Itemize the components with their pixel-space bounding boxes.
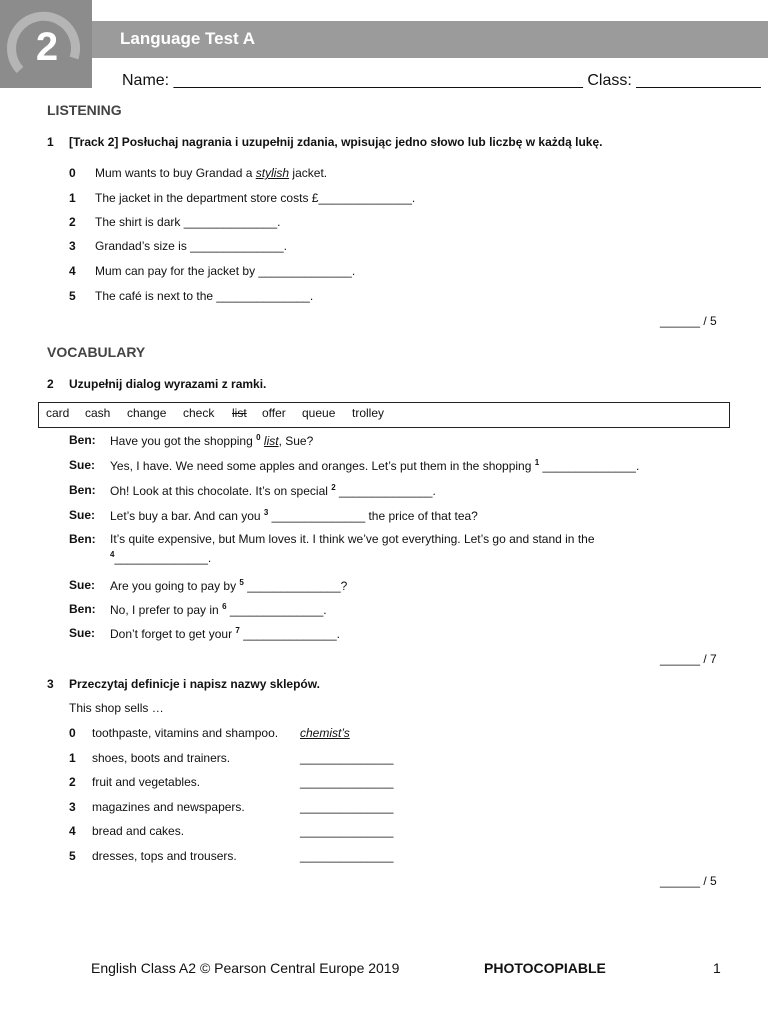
footer-copyright: English Class A2 © Pearson Central Europe 2019	[91, 960, 400, 976]
dialog-line: Ben: Have you got the shopping $^0$ list, Sue?	[69, 433, 314, 448]
word-box-item: check	[183, 406, 215, 420]
word-box-item: offer	[262, 406, 286, 420]
shop-item: 3 magazines and newspapers. ______________	[69, 800, 394, 814]
word-box-item-used: list	[232, 406, 247, 420]
listening-item: 1 The jacket in the department store costs £______________.	[69, 191, 416, 205]
word-box-item: cash	[85, 406, 111, 420]
task-3-score: ______ / 5	[660, 874, 717, 888]
task-3-instruction: 3 Przeczytaj definicje i napisz nazwy sklepów.	[47, 677, 320, 691]
word-box-item: trolley	[352, 406, 385, 420]
task-3-intro: This shop sells …	[69, 701, 164, 715]
listening-heading: LISTENING	[47, 102, 122, 118]
unit-number: 2	[35, 25, 59, 69]
dialog-line: Ben: It’s quite expensive, but Mum loves it. I think we’ve got everything. Let’s go and stand in the $^4$______________.	[69, 532, 595, 565]
title-bar	[92, 21, 768, 58]
page-number: 1	[713, 960, 721, 976]
vocabulary-heading: VOCABULARY	[47, 344, 146, 360]
dialog-line: Sue: Yes, I have. We need some apples and oranges. Let’s put them in the shopping $^1$ ______________.	[69, 458, 640, 473]
listening-score: ______ / 5	[660, 314, 717, 328]
dialog-line: Sue: Are you going to pay by $^5$ ______________?	[69, 578, 348, 593]
task-2-instruction: 2 Uzupełnij dialog wyrazami z ramki.	[47, 377, 267, 391]
unit-ring-icon	[0, 0, 92, 88]
shop-item: 1 shoes, boots and trainers. ______________	[69, 751, 394, 765]
listening-item: 2 The shirt is dark ______________.	[69, 215, 281, 229]
footer-photocopiable: PHOTOCOPIABLE	[484, 960, 606, 976]
dialog-line: Ben: Oh! Look at this chocolate. It’s on special $^2$ ______________.	[69, 483, 436, 498]
task-1-instruction: 1 [Track 2] Posłuchaj nagrania i uzupełnij zdania, wpisując jedno słowo lub liczbę w każdą lukę.	[47, 135, 603, 149]
word-box-item: queue	[302, 406, 336, 420]
dialog-line: Sue: Don’t forget to get your $^7$ ______________.	[69, 626, 340, 641]
task-2-score: ______ / 7	[660, 652, 717, 666]
listening-item: 5 The café is next to the ______________.	[69, 289, 314, 303]
word-box	[38, 402, 730, 428]
example-answer: list	[263, 434, 279, 448]
word-box-item: card	[46, 406, 70, 420]
dialog-line: Sue: Let’s buy a bar. And can you $^3$ ______________ the price of that tea?	[69, 508, 478, 523]
shop-item: 5 dresses, tops and trousers. ______________	[69, 849, 394, 863]
listening-item: 4 Mum can pay for the jacket by ______________.	[69, 264, 356, 278]
listening-item: 0 Mum wants to buy Grandad a stylish jacket.	[69, 166, 328, 180]
example-answer: stylish	[255, 166, 290, 180]
shop-item: 2 fruit and vegetables. ______________	[69, 775, 394, 789]
unit-badge	[0, 0, 92, 88]
dialog-line: Ben: No, I prefer to pay in $^6$ ______________.	[69, 602, 327, 617]
shop-item: 4 bread and cakes. ______________	[69, 824, 394, 838]
example-answer: chemist’s	[300, 726, 350, 740]
listening-item: 3 Grandad’s size is ______________.	[69, 239, 287, 253]
word-box-item: change	[127, 406, 167, 420]
name-class-line: Name: ______________________________________________ Class: ______________	[122, 72, 761, 89]
shop-item: 0 toothpaste, vitamins and shampoo. chemist’s	[69, 726, 350, 740]
test-title: Language Test A	[120, 29, 256, 48]
